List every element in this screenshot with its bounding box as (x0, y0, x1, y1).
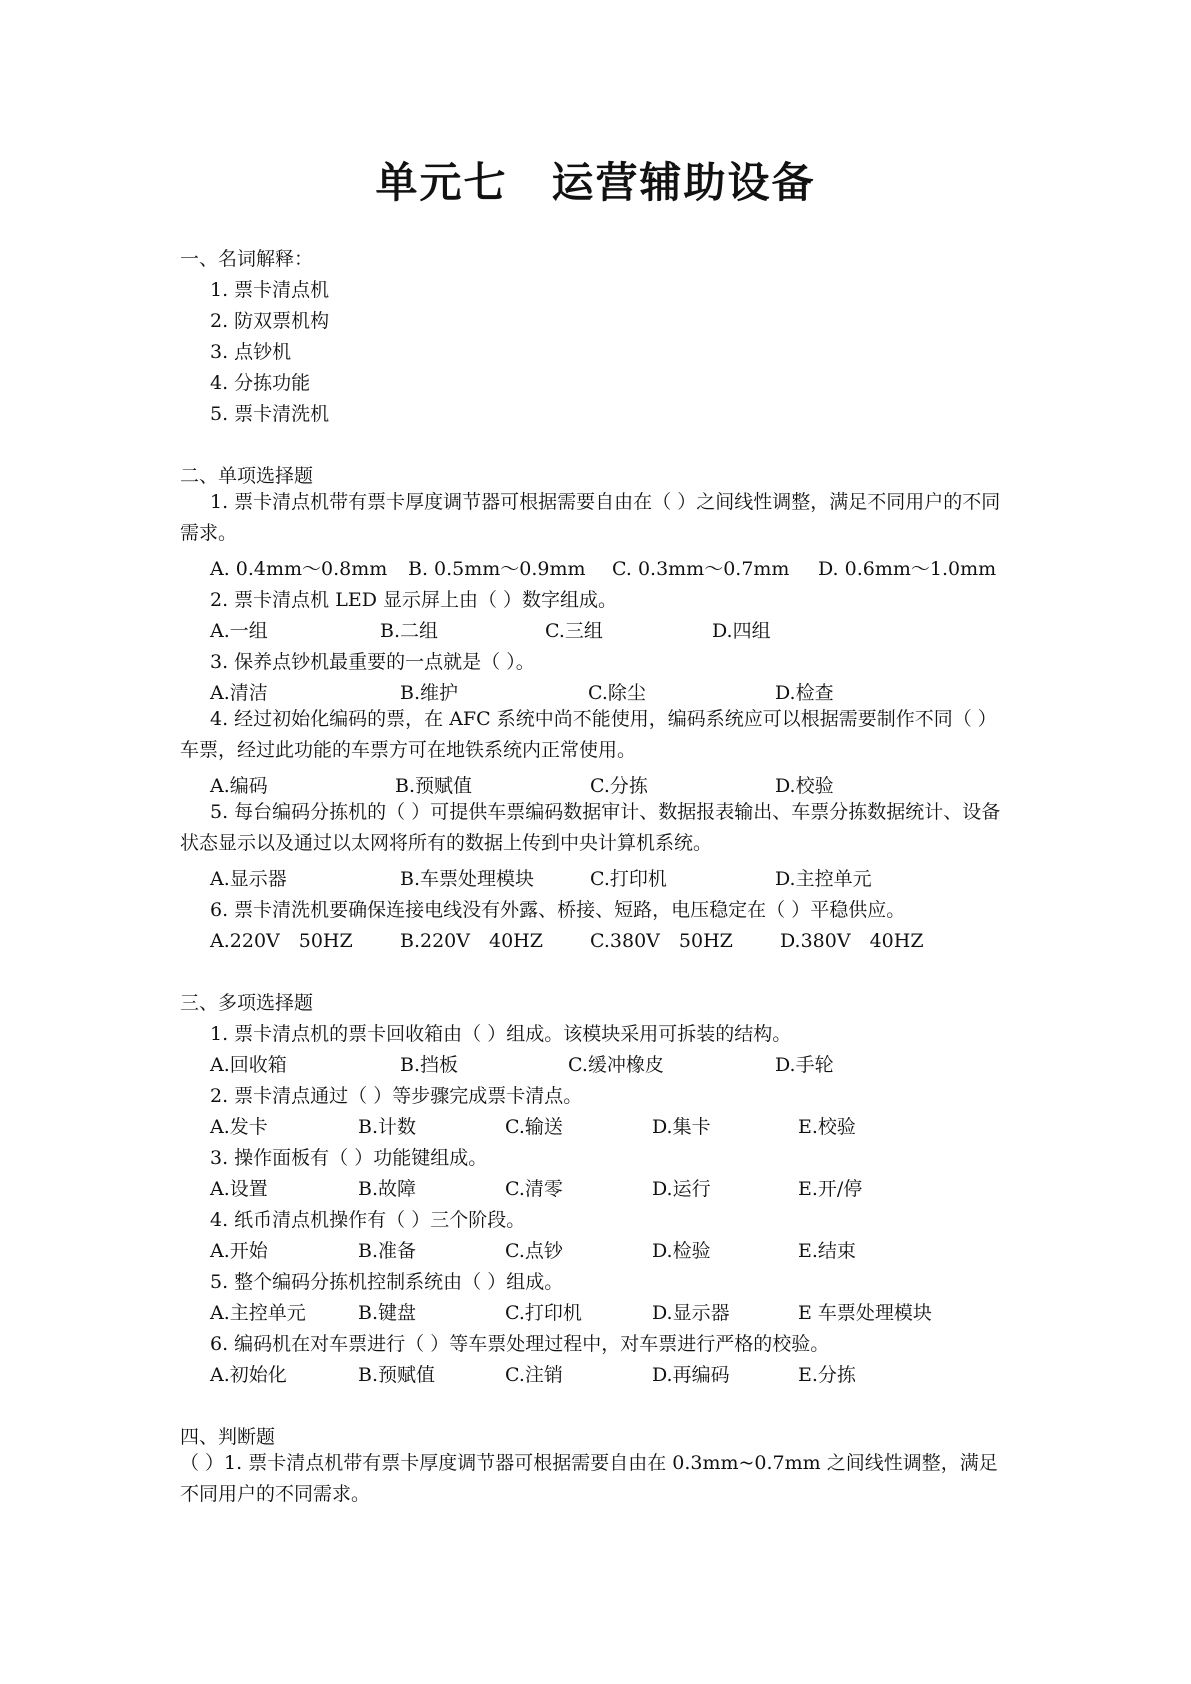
option: D. 0.6mm～1.0mm (818, 558, 997, 580)
term-item: 2. 防双票机构 (210, 310, 330, 332)
option: C.打印机 (590, 868, 667, 890)
term-item: 5. 票卡清洗机 (210, 403, 330, 425)
option: B.故障 (358, 1178, 417, 1200)
option: D.主控单元 (775, 868, 872, 890)
option: D.校验 (775, 775, 834, 797)
option: E.分拣 (798, 1364, 856, 1386)
option: A.初始化 (210, 1364, 287, 1386)
option: D.再编码 (652, 1364, 730, 1386)
option: E.校验 (798, 1116, 856, 1138)
option: A.清洁 (210, 682, 268, 704)
option: B.预赋值 (395, 775, 473, 797)
option: A.回收箱 (210, 1054, 287, 1076)
option: D.显示器 (652, 1302, 730, 1324)
page-title: 单元七 运营辅助设备 (375, 158, 816, 207)
option: E.结束 (798, 1240, 856, 1262)
option: B.挡板 (400, 1054, 459, 1076)
question-text: 4. 经过初始化编码的票，在 AFC 系统中尚不能使用，编码系统应可以根据需要制作不同（ ）车票，经过此功能的车票方可在地铁系统内正常使用。 (180, 708, 997, 761)
question-text: （ ）1. 票卡清点机带有票卡厚度调节器可根据需要自由在 0.3mm~0.7mm 之间线性调整，满足不同用户的不同需求。 (180, 1452, 998, 1505)
question-text: 2. 票卡清点通过（ ）等步骤完成票卡清点。 (210, 1085, 583, 1107)
question-text: 5. 整个编码分拣机控制系统由（ ）组成。 (210, 1271, 564, 1293)
option: C.输送 (505, 1116, 563, 1138)
option: A.显示器 (210, 868, 287, 890)
question-text: 2. 票卡清点机 LED 显示屏上由（ ）数字组成。 (210, 589, 618, 611)
option: B.二组 (380, 620, 439, 642)
term-item: 3. 点钞机 (210, 341, 292, 363)
option: A.设置 (210, 1178, 268, 1200)
question-text: 5. 每台编码分拣机的（ ）可提供车票编码数据审计、数据报表输出、车票分拣数据统计、设备状态显示以及通过以太网将所有的数据上传到中央计算机系统。 (180, 801, 1001, 854)
option: C.清零 (505, 1178, 563, 1200)
option: D.集卡 (652, 1116, 711, 1138)
option: B. 0.5mm～0.9mm (408, 558, 586, 580)
option: D.运行 (652, 1178, 711, 1200)
term-item: 4. 分拣功能 (210, 372, 311, 394)
option: B.计数 (358, 1116, 417, 1138)
option: B.220V 40HZ (400, 930, 543, 952)
option: C.除尘 (588, 682, 646, 704)
option: E.开/停 (798, 1178, 863, 1200)
option: A.编码 (210, 775, 268, 797)
option: C.点钞 (505, 1240, 563, 1262)
option: A.220V 50HZ (210, 930, 353, 952)
option: B.准备 (358, 1240, 417, 1262)
option: C.缓冲橡皮 (568, 1054, 664, 1076)
option: C.打印机 (505, 1302, 582, 1324)
option: D.检查 (775, 682, 834, 704)
option: C.三组 (545, 620, 603, 642)
option: D.检验 (652, 1240, 711, 1262)
section-3-heading: 三、多项选择题 (180, 992, 314, 1014)
option: A.主控单元 (210, 1302, 306, 1324)
option: D.四组 (712, 620, 771, 642)
term-item: 1. 票卡清点机 (210, 279, 330, 301)
question-text: 1. 票卡清点机的票卡回收箱由（ ）组成。该模块采用可拆装的结构。 (210, 1023, 792, 1045)
option: C. 0.3mm～0.7mm (612, 558, 790, 580)
option: A.发卡 (210, 1116, 268, 1138)
option: B.维护 (400, 682, 459, 704)
option: E 车票处理模块 (798, 1302, 932, 1324)
option: A.一组 (210, 620, 268, 642)
option: D.380V 40HZ (780, 930, 924, 952)
option: C.380V 50HZ (590, 930, 733, 952)
question-text: 3. 保养点钞机最重要的一点就是（ ）。 (210, 651, 535, 673)
question-text: 6. 票卡清洗机要确保连接电线没有外露、桥接、短路，电压稳定在（ ）平稳供应。 (210, 899, 906, 921)
option: A. 0.4mm～0.8mm (210, 558, 388, 580)
option: C.分拣 (590, 775, 648, 797)
question-text: 1. 票卡清点机带有票卡厚度调节器可根据需要自由在（ ）之间线性调整，满足不同用户的不同需求。 (180, 491, 1001, 544)
section-1-heading: 一、名词解释： (180, 248, 314, 270)
question-text: 3. 操作面板有（ ）功能键组成。 (210, 1147, 488, 1169)
option: B.预赋值 (358, 1364, 436, 1386)
option: A.开始 (210, 1240, 268, 1262)
option: D.手轮 (775, 1054, 834, 1076)
option: B.车票处理模块 (400, 868, 535, 890)
option: B.键盘 (358, 1302, 417, 1324)
section-2-heading: 二、单项选择题 (180, 465, 314, 487)
option: C.注销 (505, 1364, 563, 1386)
question-text: 6. 编码机在对车票进行（ ）等车票处理过程中，对车票进行严格的校验。 (210, 1333, 830, 1355)
question-text: 4. 纸币清点机操作有（ ）三个阶段。 (210, 1209, 526, 1231)
section-4-heading: 四、判断题 (180, 1426, 276, 1448)
